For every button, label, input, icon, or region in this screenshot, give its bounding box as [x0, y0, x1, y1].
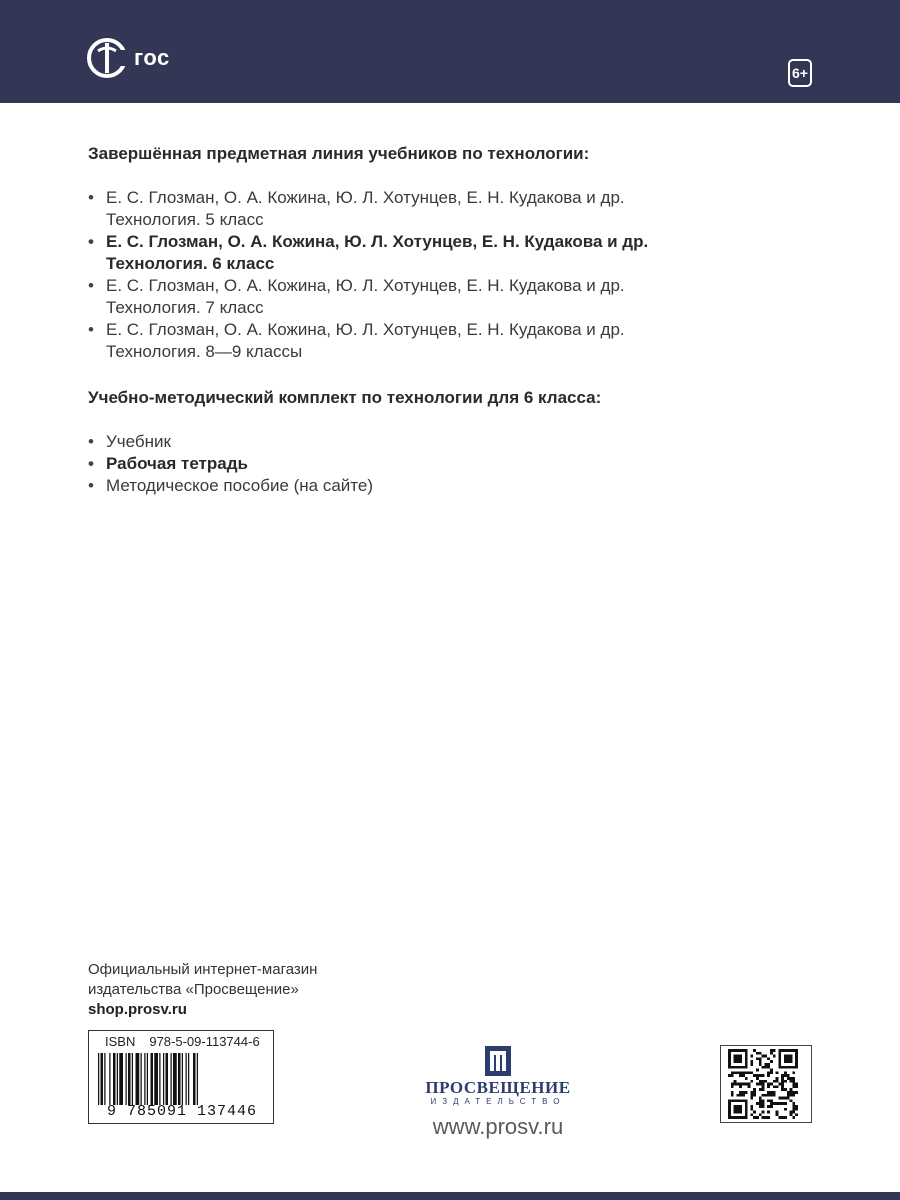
list-item-authors: • Е. С. Глозман, О. А. Кожина, Ю. Л. Хотунцев, Е. Н. Кудакова и др.: [106, 276, 625, 295]
shop-line-2: издательства «Просвещение»: [88, 981, 299, 998]
barcode-number: 9 785091 137446: [106, 1103, 258, 1120]
publisher-block: [414, 1046, 582, 1140]
isbn-barcode: [88, 1030, 274, 1124]
section-heading-textbook-line: Завершённая предметная линия учебников по технологии:: [88, 144, 590, 163]
list-item-title: Технология. 6 класс: [106, 254, 275, 273]
fgos-logo-text: гос: [134, 45, 170, 70]
list-item-authors: • Е. С. Глозман, О. А. Кожина, Ю. Л. Хотунцев, Е. Н. Кудакова и др.: [106, 320, 625, 339]
isbn-line: [105, 1034, 260, 1049]
header-band: [0, 0, 900, 103]
list-item-current: • Рабочая тетрадь: [88, 453, 808, 475]
list-item-current: [88, 231, 808, 275]
list-item: [88, 275, 808, 319]
kit-list: [88, 431, 808, 497]
list-item-authors: • Е. С. Глозман, О. А. Кожина, Ю. Л. Хотунцев, Е. Н. Кудакова и др.: [106, 188, 625, 207]
list-item: • Методическое пособие (на сайте): [88, 475, 808, 497]
list-item: [88, 187, 808, 231]
fgos-emblem-icon: [86, 35, 132, 81]
publisher-name: ПРОСВЕЩЕНИЕ: [425, 1078, 571, 1097]
age-rating-badge: 6+: [788, 59, 812, 87]
online-shop-info: [88, 960, 317, 1020]
list-item: [88, 319, 808, 363]
publisher-site-link[interactable]: www.prosv.ru: [432, 1114, 564, 1139]
isbn-number: 978-5-09-113744-6: [149, 1034, 260, 1049]
publisher-logo-icon: [485, 1046, 511, 1076]
list-item-title: Технология. 7 класс: [106, 298, 264, 317]
isbn-label: ISBN: [105, 1034, 136, 1049]
textbook-line-list: [88, 187, 808, 363]
publisher-subtitle: ИЗДАТЕЛЬСТВО: [430, 1097, 566, 1106]
list-item: • Учебник: [88, 431, 808, 453]
list-item-authors: • Е. С. Глозман, О. А. Кожина, Ю. Л. Хотунцев, Е. Н. Кудакова и др.: [106, 232, 649, 251]
bottom-strip: [0, 1192, 900, 1200]
list-item-title: Технология. 8—9 классы: [106, 342, 303, 361]
section-heading-kit: Учебно-методический комплект по технологии для 6 класса:: [88, 388, 602, 407]
barcode-bars: [98, 1053, 264, 1105]
shop-url-link[interactable]: shop.prosv.ru: [88, 1001, 187, 1018]
list-item-title: Технология. 5 класс: [106, 210, 264, 229]
qr-code[interactable]: [720, 1045, 812, 1123]
shop-line-1: Официальный интернет-магазин: [88, 961, 318, 978]
main-content: [88, 143, 808, 497]
qr-code-icon: [728, 1049, 798, 1119]
fgos-logo: [86, 35, 170, 81]
